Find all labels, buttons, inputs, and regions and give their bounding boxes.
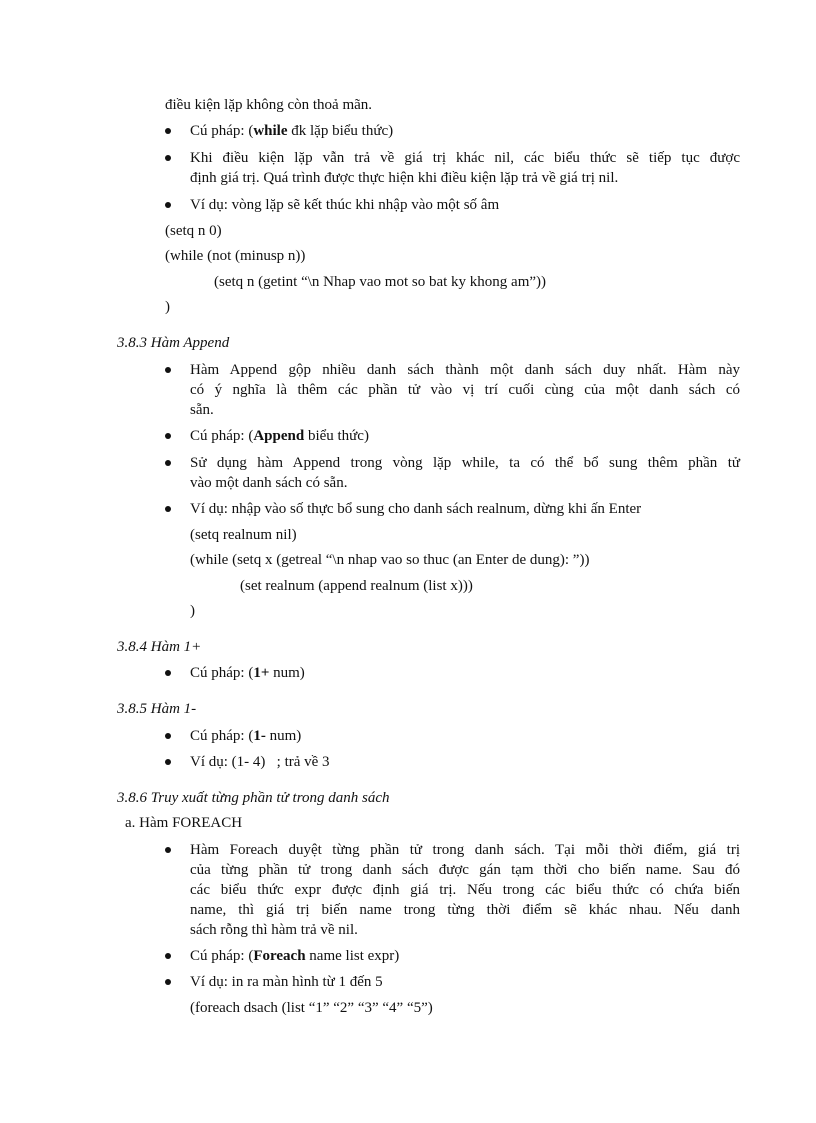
append-usage-item: Sử dụng hàm Append trong vòng lặp while, ta có thể bổ sung thêm phần tử vào một danh sách có sẵn.: [165, 453, 740, 493]
foreach-syntax-item: Cú pháp: (Foreach name list expr): [165, 946, 740, 966]
1minus-example-item: Ví dụ: (1- 4) ; trả về 3: [165, 752, 740, 772]
bullet-dot-icon: [165, 759, 171, 765]
1minus-keyword: 1-: [253, 728, 266, 744]
subheading-foreach: a. Hàm FOREACH: [125, 815, 243, 831]
bullet-dot-icon: [165, 953, 171, 959]
bullet-dot-icon: [165, 847, 171, 853]
section-heading-1plus: 3.8.4 Hàm 1+: [117, 639, 202, 655]
bullet-dot-icon: [165, 202, 171, 208]
code-line: (set realnum (append realnum (list x))): [240, 578, 473, 594]
intro-paragraph: điều kiện lặp không còn thoả mãn.: [165, 97, 373, 113]
bullet-dot-icon: [165, 733, 171, 739]
bullet-dot-icon: [165, 460, 171, 466]
code-line: (setq realnum nil): [190, 527, 297, 543]
foreach-example-item: Ví dụ: in ra màn hình từ 1 đến 5: [165, 972, 740, 992]
foreach-description-item: Hàm Foreach duyệt từng phần tử trong danh sách. Tại mỗi thời điểm, giá trị của từng phần tử trong danh sách được gán tạm thời cho biến name. Sau đó các biểu thức expr được định giá trị. Nếu trong các biểu thức có chứa biến name, thì giá trị biến name trong từng thời điểm sẽ khác nhau. Nếu danh sách rỗng thì hàm trả về nil.: [165, 840, 740, 940]
section-heading-append: 3.8.3 Hàm Append: [117, 335, 230, 351]
code-line: (while (setq x (getreal “\n nhap vao so thuc (an Enter de dung): ”)): [190, 552, 590, 568]
bullet-dot-icon: [165, 128, 171, 134]
section-heading-1minus: 3.8.5 Hàm 1-: [117, 701, 197, 717]
code-line: (setq n (getint “\n Nhap vao mot so bat ky khong am”)): [214, 274, 547, 290]
code-line: ): [165, 299, 170, 315]
while-syntax-item: Cú pháp: (while đk lặp biểu thức): [165, 121, 740, 141]
code-line: (while (not (minusp n)): [165, 248, 306, 264]
foreach-keyword: Foreach: [253, 948, 306, 964]
bullet-dot-icon: [165, 979, 171, 985]
append-example-item: Ví dụ: nhập vào số thực bổ sung cho danh sách realnum, dừng khi ấn Enter: [165, 499, 740, 519]
bullet-dot-icon: [165, 433, 171, 439]
while-example-item: Ví dụ: vòng lặp sẽ kết thúc khi nhập vào một số âm: [165, 195, 740, 215]
append-keyword: Append: [253, 428, 305, 444]
section-heading-list-access: 3.8.6 Truy xuất từng phần tử trong danh sách: [117, 790, 390, 806]
append-description-item: Hàm Append gộp nhiều danh sách thành một danh sách duy nhất. Hàm này có ý nghĩa là thêm các phần tử vào vị trí cuối cùng của một danh sách có sẵn.: [165, 360, 740, 420]
bullet-dot-icon: [165, 367, 171, 373]
bullet-dot-icon: [165, 506, 171, 512]
bullet-dot-icon: [165, 670, 171, 676]
bullet-dot-icon: [165, 155, 171, 161]
1plus-keyword: 1+: [253, 665, 270, 681]
while-keyword: while: [253, 123, 288, 139]
1plus-syntax-item: Cú pháp: (1+ num): [165, 663, 740, 683]
code-line: (setq n 0): [165, 223, 222, 239]
code-line: (foreach dsach (list “1” “2” “3” “4” “5”): [190, 1000, 433, 1016]
while-description-item: Khi điều kiện lặp vẫn trả về giá trị khác nil, các biểu thức sẽ tiếp tục được định giá trị. Quá trình được thực hiện khi điều kiện lặp trả về giá trị nil.: [165, 148, 740, 188]
code-line: ): [190, 603, 195, 619]
append-syntax-item: Cú pháp: (Append biểu thức): [165, 426, 740, 446]
1minus-syntax-item: Cú pháp: (1- num): [165, 726, 740, 746]
